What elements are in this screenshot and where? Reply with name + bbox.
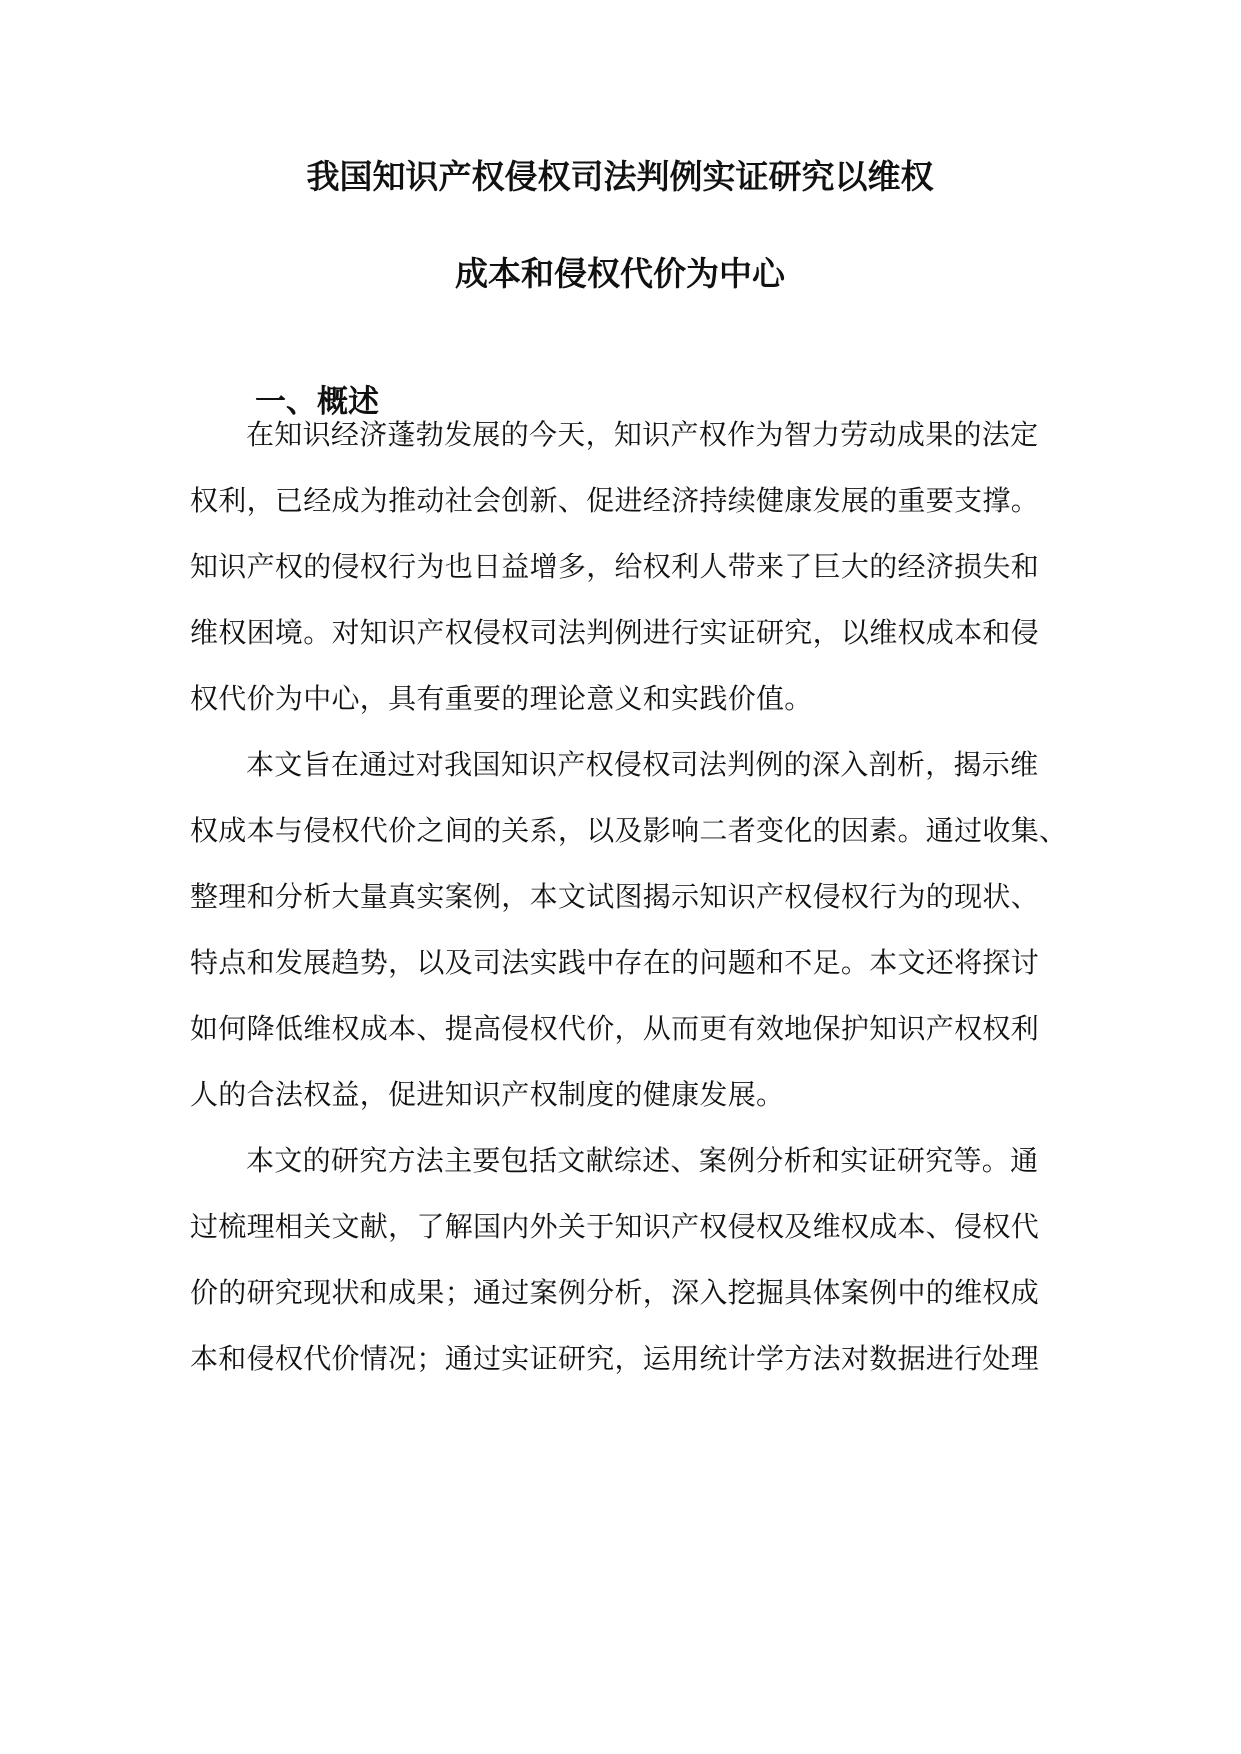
paragraph-line: 维权困境。对知识产权侵权司法判例进行实证研究，以维权成本和侵 xyxy=(190,616,1040,649)
section-heading-overview: 一、概述 xyxy=(255,384,379,420)
document-title-line-2: 成本和侵权代价为中心 xyxy=(455,254,785,293)
paragraph-line: 权代价为中心，具有重要的理论意义和实践价值。 xyxy=(190,682,813,715)
paragraph-line: 价的研究现状和成果；通过案例分析，深入挖掘具体案例中的维权成 xyxy=(190,1276,1040,1309)
paragraph-line: 特点和发展趋势，以及司法实践中存在的问题和不足。本文还将探讨 xyxy=(190,946,1040,979)
document-title-line-1: 我国知识产权侵权司法判例实证研究以维权 xyxy=(306,157,934,196)
paragraph-line: 本和侵权代价情况；通过实证研究，运用统计学方法对数据进行处理 xyxy=(190,1342,1040,1375)
paragraph-line: 如何降低维权成本、提高侵权代价，从而更有效地保护知识产权权利 xyxy=(190,1012,1040,1045)
paragraph-line: 本文的研究方法主要包括文献综述、案例分析和实证研究等。通 xyxy=(246,1144,1039,1177)
paragraph-line: 过梳理相关文献，了解国内外关于知识产权侵权及维权成本、侵权代 xyxy=(190,1210,1040,1243)
paragraph-line: 整理和分析大量真实案例，本文试图揭示知识产权侵权行为的现状、 xyxy=(190,880,1040,913)
paragraph-line: 人的合法权益，促进知识产权制度的健康发展。 xyxy=(190,1078,785,1111)
paragraph-line: 知识产权的侵权行为也日益增多，给权利人带来了巨大的经济损失和 xyxy=(190,550,1040,583)
paragraph-line: 本文旨在通过对我国知识产权侵权司法判例的深入剖析，揭示维 xyxy=(246,748,1039,781)
paragraph-line: 权利，已经成为推动社会创新、促进经济持续健康发展的重要支撑。 xyxy=(190,484,1040,517)
paragraph-line: 权成本与侵权代价之间的关系，以及影响二者变化的因素。通过收集、 xyxy=(190,814,1068,847)
paragraph-line: 在知识经济蓬勃发展的今天，知识产权作为智力劳动成果的法定 xyxy=(246,418,1039,451)
